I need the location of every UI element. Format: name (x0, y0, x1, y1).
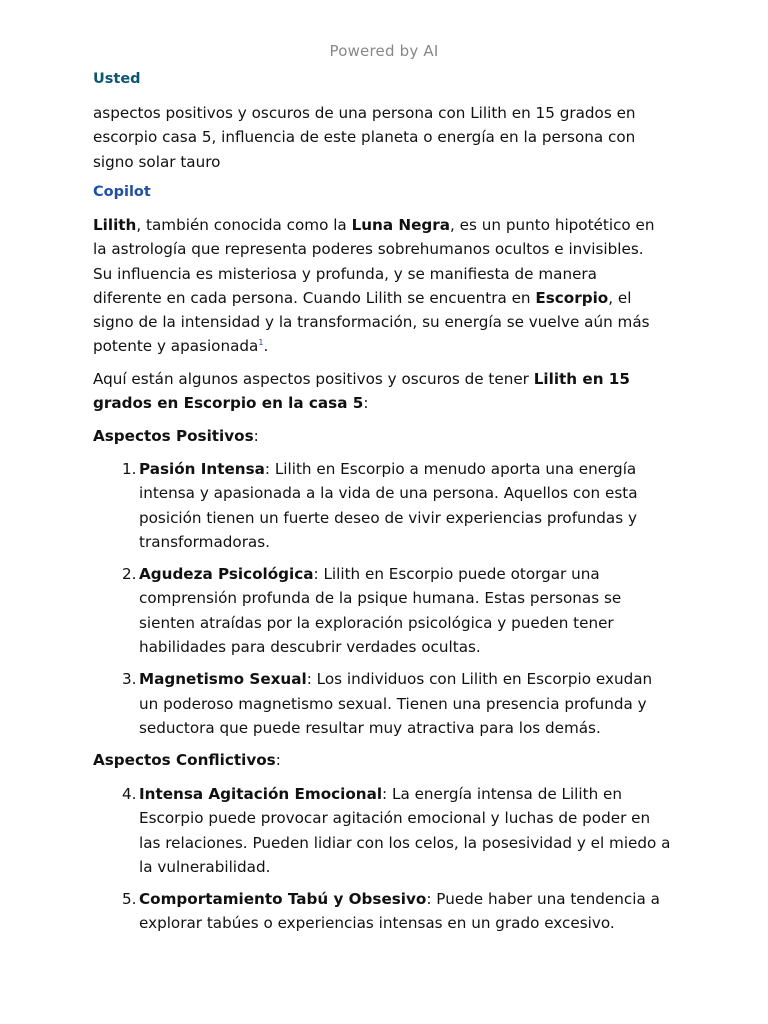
list-item-text: : Lilith en Escorpio a menudo aporta una energía intensa y apasionada a la vida de una persona. Aquellos con esta posición tienen un fuerte deseo de vivir experiencias profundas y transformadoras. (139, 460, 638, 551)
lead-text-2: : (363, 394, 369, 413)
intro-bold-luna-negra: Luna Negra (351, 216, 451, 234)
list-item-title: Pasión Intensa (139, 460, 265, 478)
list-item-text: : La energía intensa de Lilith en Escorpio puede provocar agitación emocional y luchas de poder en las relaciones. Pueden lidiar con los celos, la posesividad y el miedo a la vulnerabilidad. (139, 785, 671, 876)
assistant-lead-paragraph (93, 367, 673, 416)
positive-list (93, 457, 673, 740)
list-item-number: 5. (122, 890, 137, 909)
assistant-speaker-label: Copilot (93, 184, 151, 200)
assistant-intro-paragraph (93, 213, 658, 359)
positive-heading-colon: : (253, 427, 259, 445)
user-speaker-label: Usted (93, 71, 141, 87)
positive-heading-label: Aspectos Positivos (93, 427, 254, 445)
conflict-heading (93, 748, 281, 772)
list-item (93, 667, 673, 740)
intro-text-2: , es un punto hipotético en la astrología que representa poderes sobrehumanos ocultos e invisibles. Su influencia es misteriosa y profunda, y se manifiesta de manera diferente en cada persona. Cuando Lilith se encuentra en (93, 216, 655, 307)
user-message-text: aspectos positivos y oscuros de una persona con Lilith en 15 grados en escorpio casa 5, influencia de este planeta o energía en la persona con signo solar tauro (93, 104, 636, 171)
lead-bold-placement: Lilith en 15 grados en Escorpio en la casa 5 (93, 370, 630, 413)
list-item-number: 2. (122, 565, 137, 584)
intro-bold-lilith: Lilith (93, 216, 137, 234)
list-item-title: Intensa Agitación Emocional (139, 785, 383, 803)
list-item (93, 562, 673, 659)
lead-text-1: Aquí están algunos aspectos positivos y oscuros de tener (93, 370, 534, 388)
conflict-heading-label: Aspectos Conflictivos (93, 751, 276, 769)
powered-by-label: Powered by AI (329, 42, 439, 60)
list-item-title: Agudeza Psicológica (139, 565, 314, 584)
list-item (93, 782, 673, 879)
list-item-title: Comportamiento Tabú y Obsesivo (139, 890, 427, 909)
list-item (93, 887, 673, 936)
intro-bold-escorpio: Escorpio (535, 288, 609, 307)
list-item-title: Magnetismo Sexual (139, 670, 307, 689)
list-item (93, 457, 673, 554)
list-item-text: : Lilith en Escorpio puede otorgar una comprensión profunda de la psique humana. Estas personas se sienten atraídas por la exploración psicológica y pueden tener habilidades para descubrir verdades ocultas. (139, 565, 622, 657)
conflict-list (93, 782, 673, 936)
intro-text-3: , el signo de la intensidad y la transformación, su energía se vuelve aún más potente y apasionada (93, 288, 650, 356)
positive-heading (93, 424, 259, 448)
list-item-number: 1. (122, 460, 137, 478)
list-item-text: : Los individuos con Lilith en Escorpio exudan un poderoso magnetismo sexual. Tienen una presencia profunda y seductora que puede resultar muy atractiva para los demás. (139, 670, 653, 737)
intro-text-1: , también conocida como la (136, 216, 352, 234)
conflict-heading-colon: : (275, 751, 281, 769)
list-item-text: : Puede haber una tendencia a explorar tabúes o experiencias intensas en un grado excesivo. (139, 890, 660, 933)
intro-text-4: . (263, 337, 269, 356)
citation-link[interactable]: 1 (258, 338, 264, 348)
list-item-number: 4. (122, 785, 137, 803)
list-item-number: 3. (122, 670, 137, 689)
